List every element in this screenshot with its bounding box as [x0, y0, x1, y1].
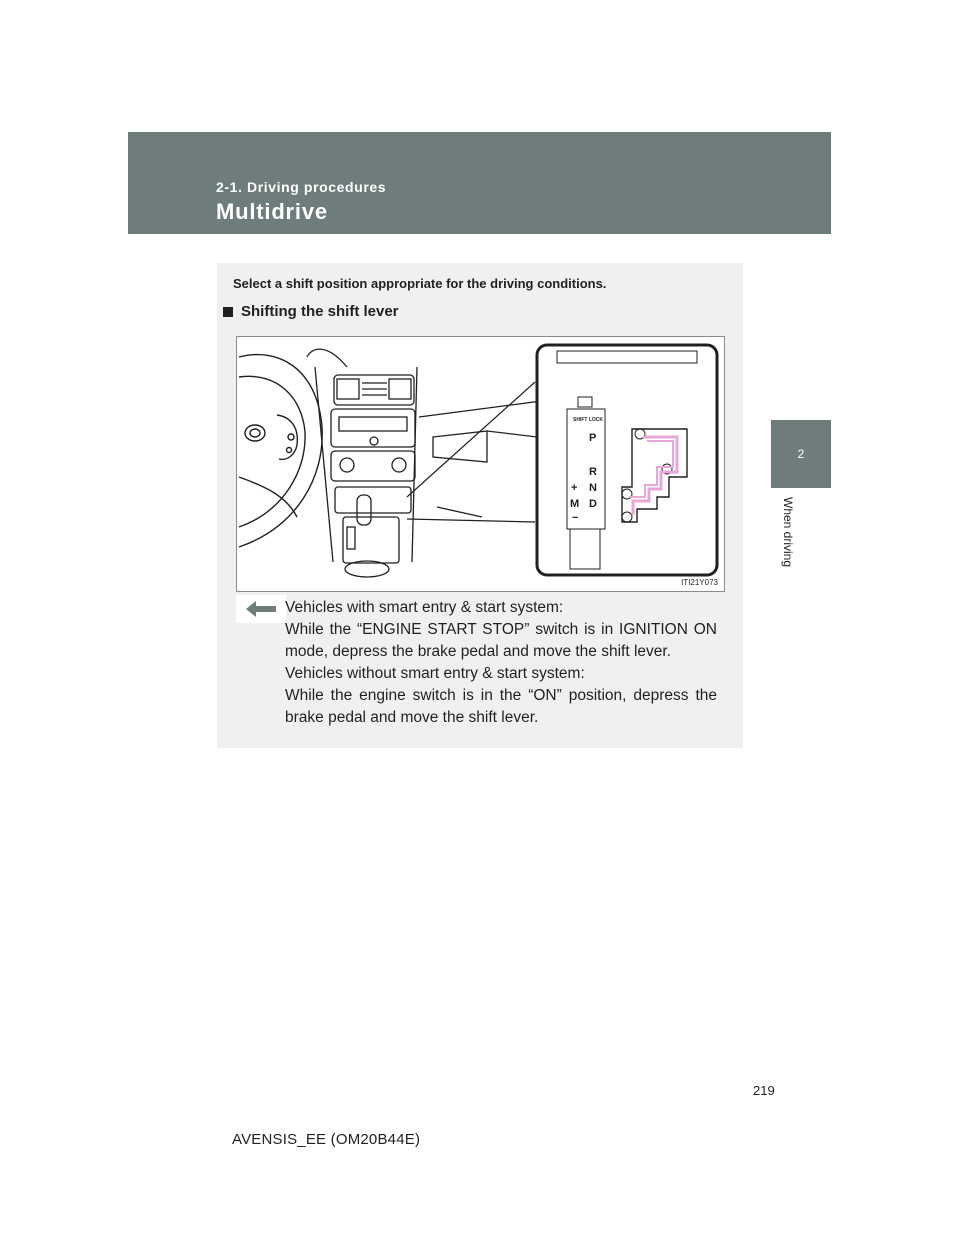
content-box	[217, 263, 743, 748]
dashboard-illustration	[237, 337, 724, 591]
section-header	[128, 132, 831, 234]
document-code: AVENSIS_EE (OM20B44E)	[232, 1131, 421, 1148]
intro-text: Select a shift position appropriate for the driving conditions.	[233, 276, 607, 291]
manual-plus-label: +	[571, 482, 578, 494]
page-number: 219	[753, 1083, 775, 1098]
note-line-3: Vehicles without smart entry & start system:	[285, 665, 585, 682]
note-line-2: While the “ENGINE START STOP” switch is in IGNITION ON mode, depress the brake pedal and move the shift lever.	[285, 621, 717, 660]
steering-wheel-drawing	[239, 355, 322, 547]
position-d-label: D	[589, 498, 597, 510]
page-title: Multidrive	[216, 199, 328, 224]
shift-lock-label: SHIFT LOCK	[573, 417, 603, 423]
shift-lever-illustration	[236, 336, 725, 592]
chapter-label: When driving	[781, 497, 795, 568]
note-line-1: Vehicles with smart entry & start system:	[285, 599, 564, 616]
shift-gate-detail	[537, 345, 717, 575]
position-n-label: N	[589, 482, 597, 494]
position-p-label: P	[589, 432, 597, 444]
chapter-tab[interactable]	[771, 420, 831, 488]
chapter-number: 2	[797, 447, 805, 461]
manual-m-label: M	[570, 498, 580, 510]
note-arrow-icon	[236, 595, 286, 623]
subheading	[223, 303, 399, 320]
section-label: 2-1. Driving procedures	[216, 179, 387, 195]
position-r-label: R	[589, 466, 597, 478]
callout-lines	[407, 382, 535, 522]
square-bullet-icon	[223, 307, 233, 317]
figure-id: ITI21Y073	[681, 578, 718, 587]
note-text	[285, 597, 717, 729]
manual-minus-label: −	[572, 512, 579, 524]
subheading-text: Shifting the shift lever	[241, 303, 399, 320]
center-console-drawing	[307, 349, 557, 577]
note-line-4: While the engine switch is in the “ON” position, depress the brake pedal and move the shift lever.	[285, 687, 717, 726]
